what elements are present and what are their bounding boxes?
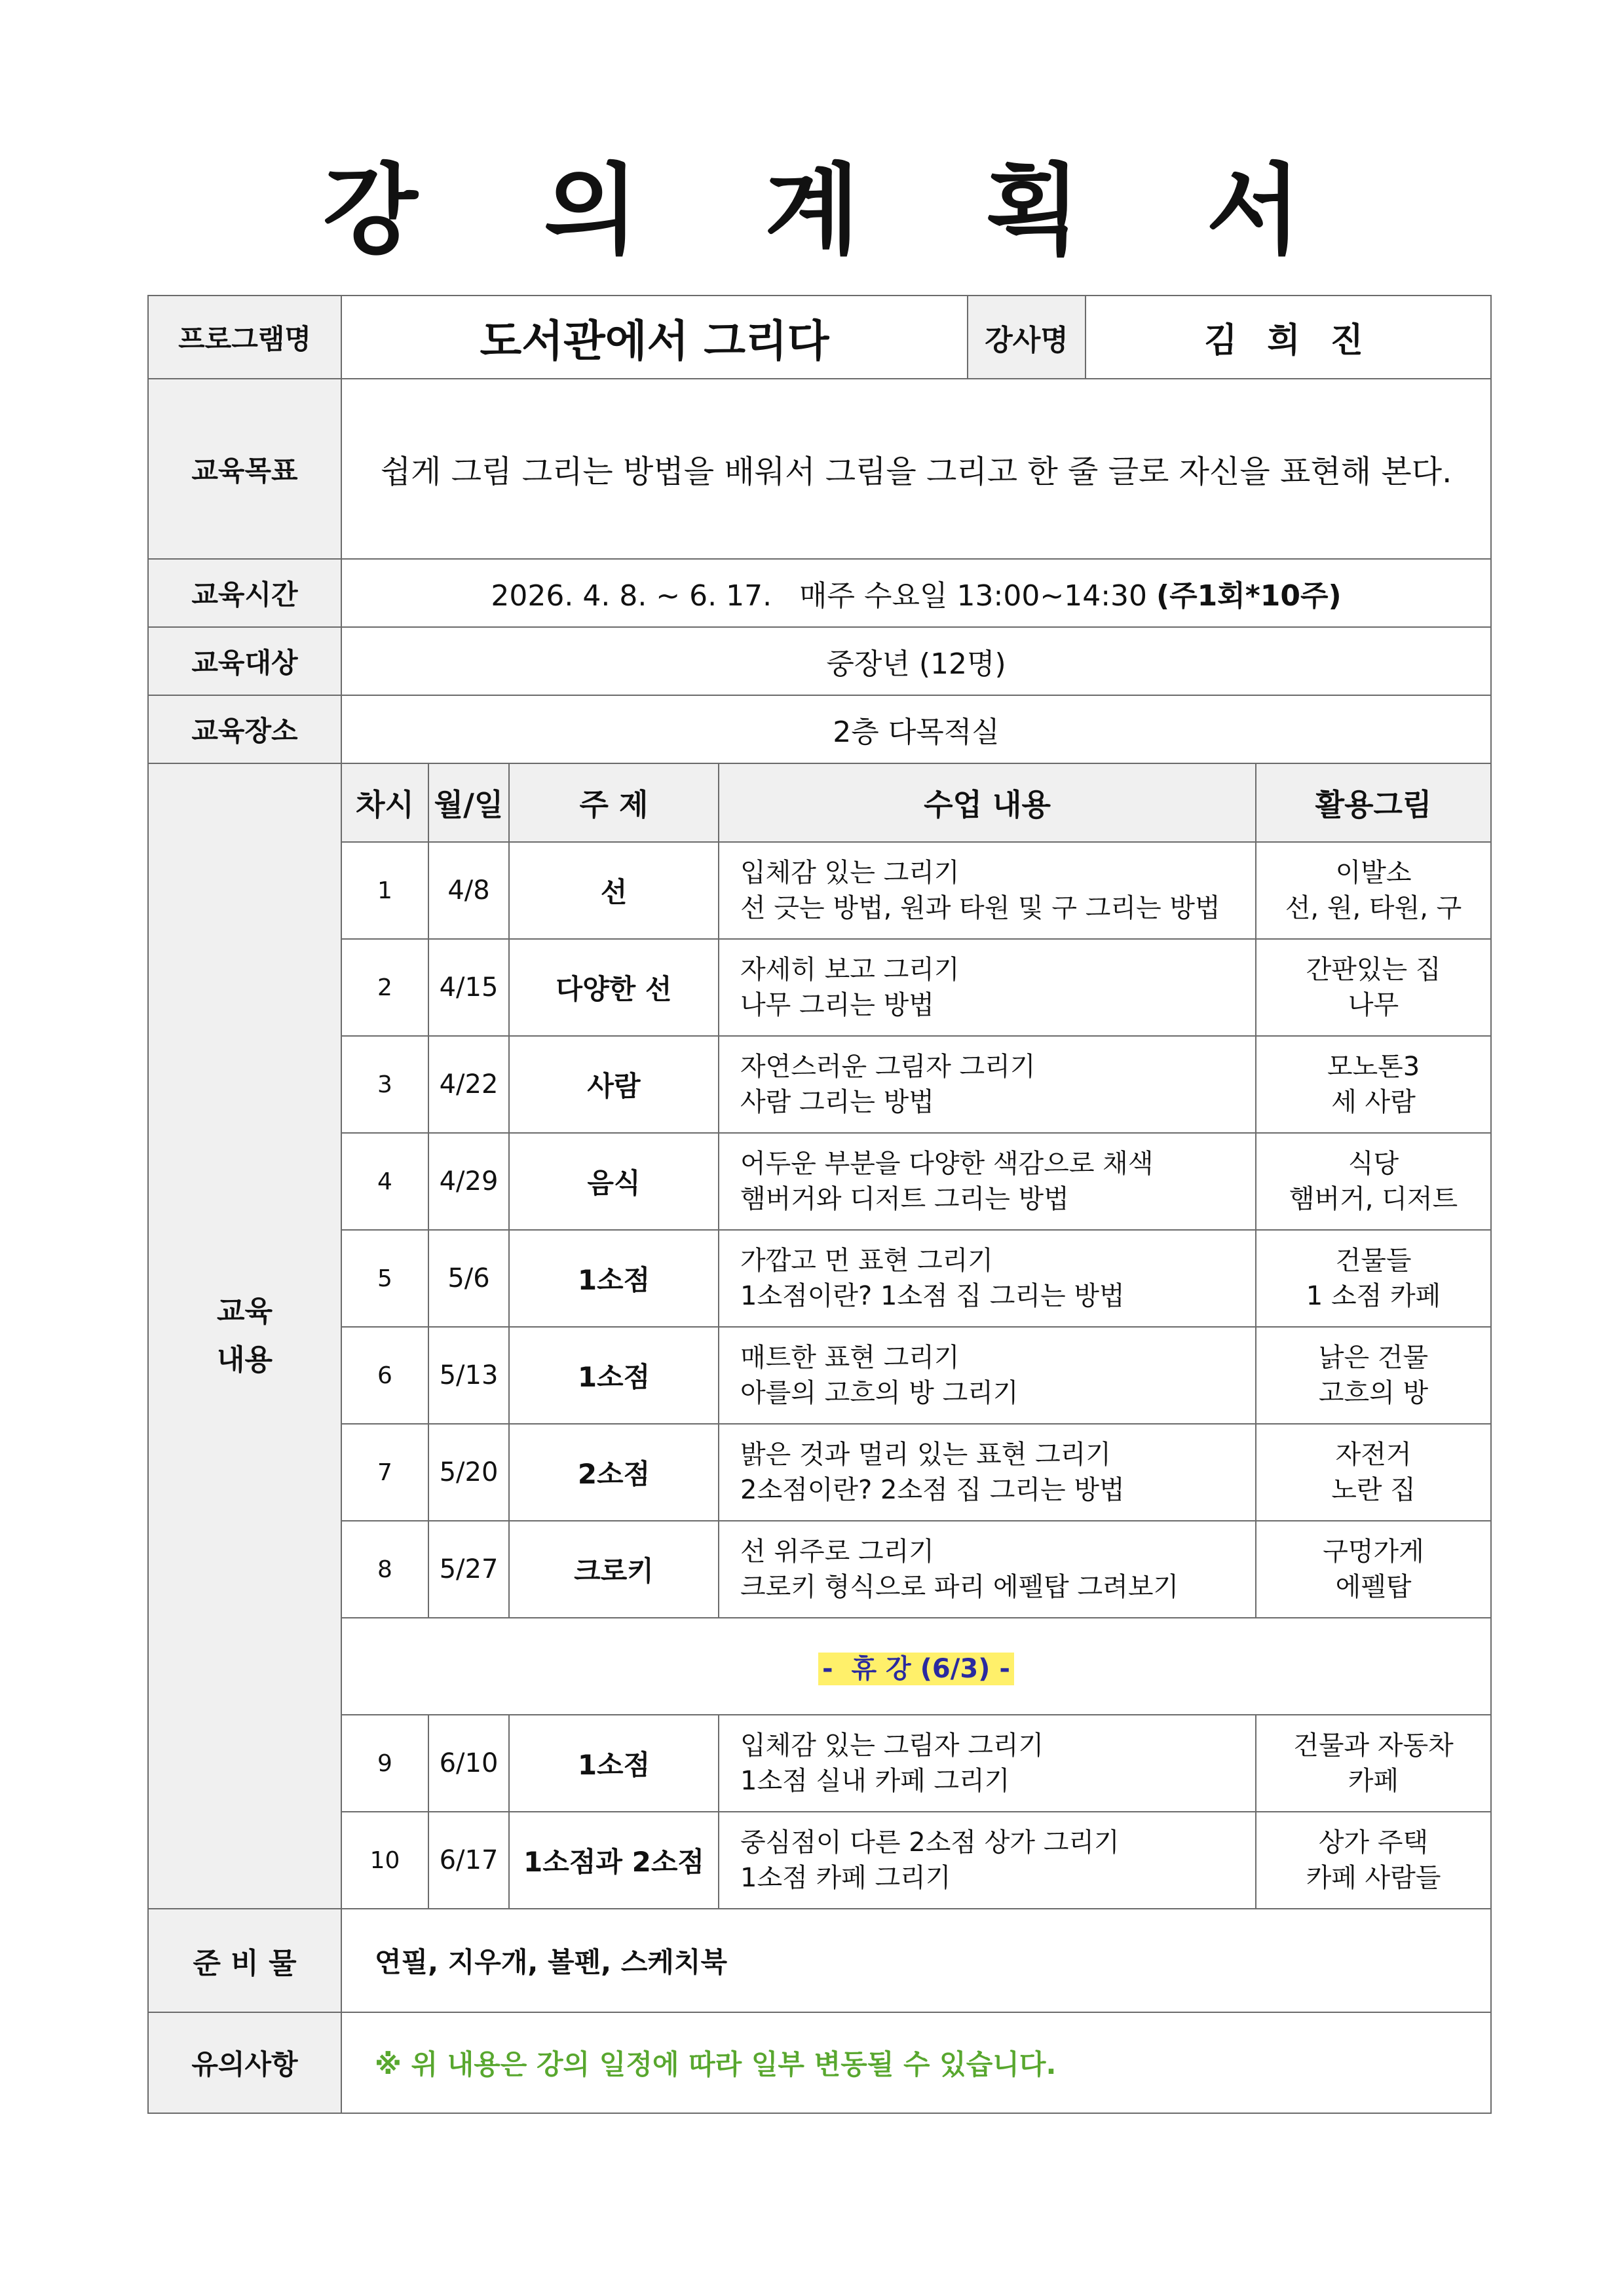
time-label: 교육시간 <box>148 559 341 627</box>
cell-line: 1소점이란? 1소점 집 그리는 방법 <box>740 1281 1125 1311</box>
session-content <box>719 1424 1256 1521</box>
session-topic: 음식 <box>509 1133 719 1230</box>
session-topic: 1소점 <box>509 1327 719 1424</box>
cell-line: 낡은 건물 <box>1318 1343 1429 1373</box>
schedule-row <box>148 1424 1491 1521</box>
session-topic: 1소점과 2소점 <box>509 1812 719 1909</box>
cell-line: 고흐의 방 <box>1318 1378 1429 1408</box>
cell-line: 자전거 <box>1335 1440 1412 1470</box>
time-frequency: (주1회*10주) <box>1156 579 1342 613</box>
cell-line: 간판있는 집 <box>1306 955 1441 985</box>
session-topic: 사람 <box>509 1036 719 1133</box>
session-topic: 다양한 선 <box>509 939 719 1036</box>
break-row <box>148 1618 1491 1715</box>
session-date: 5/13 <box>428 1327 509 1424</box>
cell-line: 1 소점 카페 <box>1306 1281 1441 1311</box>
cell-line: 자세히 보고 그리기 <box>740 955 960 985</box>
cell-line: 선, 원, 타원, 구 <box>1285 893 1462 923</box>
goal-value: 쉽게 그림 그리는 방법을 배워서 그림을 그리고 한 줄 글로 자신을 표현해 본다. <box>341 379 1491 559</box>
session-date: 4/8 <box>428 842 509 939</box>
cell-line: 어두운 부분을 다양한 색감으로 채색 <box>740 1149 1154 1179</box>
cell-line: 1소점 실내 카페 그리기 <box>740 1766 1010 1796</box>
cell-line: 사람 그리는 방법 <box>740 1087 934 1117</box>
session-date: 6/17 <box>428 1812 509 1909</box>
session-content <box>719 1327 1256 1424</box>
session-pictures <box>1256 1327 1491 1424</box>
cell-line: 카페 <box>1348 1766 1399 1796</box>
target-value: 중장년 (12명) <box>341 627 1491 695</box>
schedule-row <box>148 1521 1491 1618</box>
col-content: 수업 내용 <box>719 763 1256 842</box>
schedule-row <box>148 1036 1491 1133</box>
document-title: 강 의 계 획 서 <box>322 154 1348 268</box>
goal-label: 교육목표 <box>148 379 341 559</box>
session-number: 3 <box>341 1036 428 1133</box>
time-schedule: 2026. 4. 8. ~ 6. 17. 매주 수요일 13:00~14:30 <box>491 579 1148 613</box>
session-pictures <box>1256 1133 1491 1230</box>
notice-row <box>148 2012 1491 2113</box>
col-pictures: 활용그림 <box>1256 763 1491 842</box>
cell-line: 중심점이 다른 2소점 상가 그리기 <box>740 1827 1120 1858</box>
session-date: 4/29 <box>428 1133 509 1230</box>
schedule-row <box>148 939 1491 1036</box>
session-pictures <box>1256 1230 1491 1327</box>
session-content <box>719 939 1256 1036</box>
schedule-row <box>148 1812 1491 1909</box>
break-cell <box>341 1618 1491 1715</box>
cell-line: 카페 사람들 <box>1306 1863 1441 1893</box>
session-topic: 1소점 <box>509 1230 719 1327</box>
cell-line: 햄버거, 디저트 <box>1289 1184 1458 1214</box>
place-label: 교육장소 <box>148 695 341 763</box>
cell-line: 노란 집 <box>1331 1475 1416 1505</box>
instructor-label: 강사명 <box>968 296 1086 379</box>
session-content <box>719 1036 1256 1133</box>
schedule-row <box>148 1133 1491 1230</box>
cell-line: 선 위주로 그리기 <box>740 1537 934 1567</box>
session-content <box>719 1230 1256 1327</box>
session-number: 9 <box>341 1715 428 1812</box>
cell-line: 아를의 고흐의 방 그리기 <box>740 1378 1019 1408</box>
cell-line: 2소점이란? 2소점 집 그리는 방법 <box>740 1475 1125 1505</box>
content-label: 교육 내용 <box>148 763 341 1909</box>
schedule-row <box>148 1715 1491 1812</box>
session-number: 4 <box>341 1133 428 1230</box>
session-pictures <box>1256 1036 1491 1133</box>
session-content <box>719 1521 1256 1618</box>
cell-line: 이발소 <box>1335 858 1412 888</box>
instructor-name: 김 희 진 <box>1086 296 1491 379</box>
session-number: 2 <box>341 939 428 1036</box>
cell-line: 나무 <box>1348 990 1399 1020</box>
materials-label: 준 비 물 <box>148 1909 341 2012</box>
cell-line: 건물들 <box>1335 1246 1412 1276</box>
goal-row <box>148 379 1491 559</box>
col-session: 차시 <box>341 763 428 842</box>
session-number: 8 <box>341 1521 428 1618</box>
cell-line: 매트한 표현 그리기 <box>740 1343 960 1373</box>
time-value <box>341 559 1491 627</box>
materials-value: 연필, 지우개, 볼펜, 스케치북 <box>341 1909 1491 2012</box>
lecture-plan-table <box>147 295 1492 2114</box>
cell-line: 상가 주택 <box>1318 1827 1429 1858</box>
cell-line: 나무 그리는 방법 <box>740 990 934 1020</box>
session-pictures <box>1256 842 1491 939</box>
cell-line: 자연스러운 그림자 그리기 <box>740 1052 1036 1082</box>
cell-line: 입체감 있는 그림자 그리기 <box>740 1731 1044 1761</box>
program-label: 프로그램명 <box>148 296 341 379</box>
cell-line: 밝은 것과 멀리 있는 표현 그리기 <box>740 1440 1111 1470</box>
session-number: 10 <box>341 1812 428 1909</box>
cell-line: 가깝고 먼 표현 그리기 <box>740 1246 993 1276</box>
session-content <box>719 1133 1256 1230</box>
session-content <box>719 842 1256 939</box>
session-topic: 2소점 <box>509 1424 719 1521</box>
schedule-row <box>148 1327 1491 1424</box>
session-pictures <box>1256 1521 1491 1618</box>
cell-line: 입체감 있는 그리기 <box>740 858 960 888</box>
cell-line: 햄버거와 디저트 그리는 방법 <box>740 1184 1069 1214</box>
session-topic: 선 <box>509 842 719 939</box>
time-row <box>148 559 1491 627</box>
program-row <box>148 296 1491 379</box>
cell-line: 구멍가게 <box>1323 1537 1424 1567</box>
session-date: 4/15 <box>428 939 509 1036</box>
session-pictures <box>1256 939 1491 1036</box>
cell-line: 1소점 카페 그리기 <box>740 1863 951 1893</box>
session-date: 4/22 <box>428 1036 509 1133</box>
notice-value: ※ 위 내용은 강의 일정에 따라 일부 변동될 수 있습니다. <box>341 2012 1491 2113</box>
notice-label: 유의사항 <box>148 2012 341 2113</box>
col-topic: 주 제 <box>509 763 719 842</box>
target-label: 교육대상 <box>148 627 341 695</box>
session-date: 5/6 <box>428 1230 509 1327</box>
col-date: 월/일 <box>428 763 509 842</box>
cell-line: 건물과 자동차 <box>1293 1731 1454 1761</box>
session-date: 5/20 <box>428 1424 509 1521</box>
session-date: 6/10 <box>428 1715 509 1812</box>
session-number: 5 <box>341 1230 428 1327</box>
session-pictures <box>1256 1812 1491 1909</box>
session-content <box>719 1812 1256 1909</box>
cell-line: 모노톤3 <box>1327 1052 1420 1082</box>
cell-line: 세 사람 <box>1331 1087 1416 1117</box>
schedule-row <box>148 1230 1491 1327</box>
session-number: 6 <box>341 1327 428 1424</box>
cell-line: 식당 <box>1348 1149 1399 1179</box>
break-label: - 휴 강 (6/3) - <box>818 1653 1014 1685</box>
session-date: 5/27 <box>428 1521 509 1618</box>
session-pictures <box>1256 1424 1491 1521</box>
schedule-row <box>148 842 1491 939</box>
place-value: 2층 다목적실 <box>341 695 1491 763</box>
cell-line: 선 긋는 방법, 원과 타원 및 구 그리는 방법 <box>740 893 1220 923</box>
session-topic: 크로키 <box>509 1521 719 1618</box>
session-topic: 1소점 <box>509 1715 719 1812</box>
session-pictures <box>1256 1715 1491 1812</box>
content-header-row <box>148 763 1491 842</box>
program-name: 도서관에서 그리다 <box>341 296 968 379</box>
materials-row <box>148 1909 1491 2012</box>
place-row <box>148 695 1491 763</box>
cell-line: 크로키 형식으로 파리 에펠탑 그려보기 <box>740 1572 1179 1602</box>
session-number: 1 <box>341 842 428 939</box>
session-content <box>719 1715 1256 1812</box>
target-row <box>148 627 1491 695</box>
session-number: 7 <box>341 1424 428 1521</box>
cell-line: 에펠탑 <box>1335 1572 1412 1602</box>
